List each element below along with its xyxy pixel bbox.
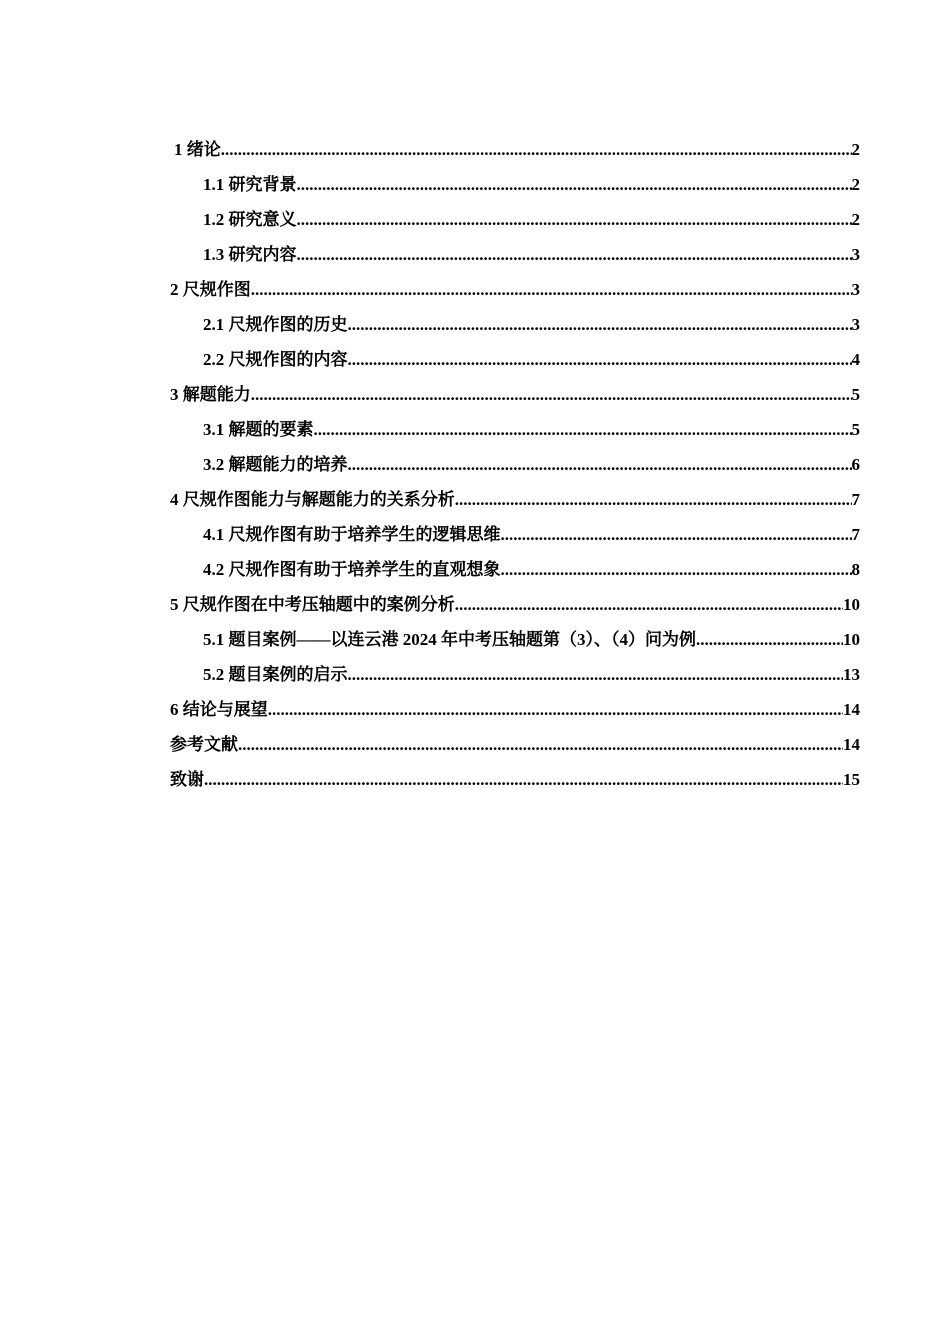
toc-entry-title: 致谢	[170, 770, 204, 789]
toc-dot-leader	[268, 692, 843, 727]
toc-entry-page: 7	[851, 525, 860, 544]
toc-entry-title: 2.1 尺规作图的历史	[203, 315, 348, 334]
toc-entry-title: 5.2 题目案例的启示	[203, 665, 348, 684]
toc-dot-leader	[297, 202, 852, 237]
toc-entry-page: 6	[851, 455, 860, 474]
toc-entry-page: 2	[851, 140, 860, 159]
toc-entry-5-2[interactable]	[170, 657, 860, 692]
toc-entry-title: 2 尺规作图	[170, 280, 251, 299]
toc-dot-leader	[297, 237, 852, 272]
toc-dot-leader	[455, 482, 852, 517]
toc-entry-title: 3.2 解题能力的培养	[203, 455, 348, 474]
toc-dot-leader	[204, 762, 843, 797]
toc-entry-page: 14	[843, 700, 860, 719]
toc-entry-title: 4 尺规作图能力与解题能力的关系分析	[170, 490, 455, 509]
toc-entry-page: 7	[851, 490, 860, 509]
toc-entry-2-2[interactable]	[170, 342, 860, 377]
toc-entry-page: 3	[851, 315, 860, 334]
toc-dot-leader	[297, 167, 852, 202]
toc-entry-title: 4.2 尺规作图有助于培养学生的直观想象	[203, 560, 501, 579]
toc-entry-page: 8	[851, 560, 860, 579]
toc-entry-references[interactable]	[170, 727, 860, 762]
toc-entry-page: 4	[851, 350, 860, 369]
toc-entry-title: 参考文献	[170, 735, 238, 754]
toc-entry-page: 13	[843, 665, 860, 684]
toc-entry-page: 3	[851, 280, 860, 299]
toc-entry-page: 2	[851, 175, 860, 194]
toc-entry-1[interactable]	[170, 132, 860, 167]
toc-dot-leader	[501, 552, 852, 587]
toc-entry-title: 1.3 研究内容	[203, 245, 297, 264]
toc-dot-leader	[221, 132, 852, 167]
toc-entry-title: 2.2 尺规作图的内容	[203, 350, 348, 369]
toc-entry-page: 5	[851, 420, 860, 439]
toc-entry-title: 5 尺规作图在中考压轴题中的案例分析	[170, 595, 455, 614]
toc-entry-title: 6 结论与展望	[170, 700, 268, 719]
toc-entry-title: 3.1 解题的要素	[203, 420, 314, 439]
toc-entry-title: 3 解题能力	[170, 385, 251, 404]
toc-entry-3-1[interactable]	[170, 412, 860, 447]
toc-entry-page: 2	[851, 210, 860, 229]
toc-entry-page: 10	[843, 595, 860, 614]
toc-entry-page: 10	[843, 630, 860, 649]
toc-entry-1-1[interactable]	[170, 167, 860, 202]
toc-dot-leader	[348, 447, 852, 482]
toc-entry-1-3[interactable]	[170, 237, 860, 272]
toc-dot-leader	[251, 272, 852, 307]
toc-dot-leader	[238, 727, 843, 762]
toc-entry-4-1[interactable]	[170, 517, 860, 552]
toc-entry-6[interactable]	[170, 692, 860, 727]
toc-entry-title: 1 绪论	[174, 140, 221, 159]
toc-entry-acknowledgements[interactable]	[170, 762, 860, 797]
toc-entry-title: 1.2 研究意义	[203, 210, 297, 229]
toc-entry-2-1[interactable]	[170, 307, 860, 342]
toc-entry-page: 5	[851, 385, 860, 404]
toc-entry-title: 5.1 题目案例——以连云港 2024 年中考压轴题第（3）、（4）问为例	[203, 630, 696, 649]
toc-entry-3[interactable]	[170, 377, 860, 412]
toc-dot-leader	[348, 342, 852, 377]
toc-entry-title: 1.1 研究背景	[203, 175, 297, 194]
toc-dot-leader	[455, 587, 843, 622]
table-of-contents	[170, 132, 860, 797]
toc-entry-2[interactable]	[170, 272, 860, 307]
toc-entry-4[interactable]	[170, 482, 860, 517]
toc-entry-5-1[interactable]	[170, 622, 860, 657]
toc-dot-leader	[348, 307, 852, 342]
toc-entry-4-2[interactable]	[170, 552, 860, 587]
toc-entry-page: 15	[843, 770, 860, 789]
toc-entry-1-2[interactable]	[170, 202, 860, 237]
toc-dot-leader	[251, 377, 852, 412]
toc-entry-3-2[interactable]	[170, 447, 860, 482]
toc-entry-page: 14	[843, 735, 860, 754]
toc-dot-leader	[314, 412, 852, 447]
toc-dot-leader	[348, 657, 844, 692]
toc-dot-leader	[696, 622, 843, 657]
toc-entry-title: 4.1 尺规作图有助于培养学生的逻辑思维	[203, 525, 501, 544]
toc-entry-5[interactable]	[170, 587, 860, 622]
toc-dot-leader	[501, 517, 852, 552]
toc-entry-page: 3	[851, 245, 860, 264]
